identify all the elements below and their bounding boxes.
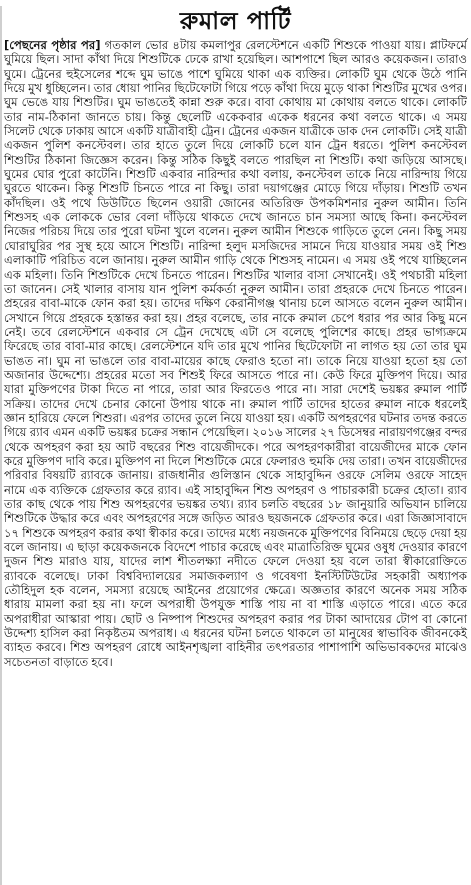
continued-from-reference: [পেছনের পৃষ্ঠার পর] xyxy=(4,38,101,52)
column-rule xyxy=(0,6,2,885)
newspaper-clipping xyxy=(0,6,471,885)
article-headline: রুমাল পার্টি xyxy=(179,7,292,35)
article-body xyxy=(4,38,467,669)
article-text: গতকাল ভোর ৪টায় কমলাপুর রেলস্টেশনে একটি শিশুকে পাওয়া যায়। প্লাটফর্মে ঘুমিয়ে ছিল। সাদা কাঁথা দিয়ে শিশুটিকে ঢেকে রাখা হয়েছিল। আশপাশে ছিল আরও কয়েকজন। তারাও ঘুমে। ট্রেনের হুইসেলের শব্দে ঘুম ভাঙে পাশে ঘুমিয়ে থাকা এক ব্যক্তির। লোকটি ঘুম থেকে উঠে পানি দিয়ে মুখ ধুচ্ছিলেন। তার ধোয়া পানির ছিটেফোটা গিয়ে পড়ে কাঁথা দিয়ে মুড়ে থাকা শিশুটির মুখের ওপর। ঘুম ভেঙে যায় শিশুটির। ঘুম ভাঙতেই কান্না শুরু করে। বাবা কোথায় মা কোথায় বলতে থাকে। লোকটি তার নাম-ঠিকানা জানতে চায়। কিন্তু ছেলেটি একেকবার একেক ধরনের কথা বলতে থাকে। এ সময় সিলেট থেকে ঢাকায় আসে একটি যাত্রীবাহী ট্রেন। ট্রেনের একজন যাত্রীকে ডাক দেন লোকটি। সেই যাত্রী একজন পুলিশ কনস্টেবল। তার হাতে তুলে দিয়ে লোকটি চলে যান ট্রেন ধরতে। পুলিশ কনস্টেবল শিশুটির ঠিকানা জিজ্ঞেস করেন। কিন্তু সঠিক কিছুই বলতে পারছিল না শিশুটি। কথা জড়িয়ে আসছে। ঘুমের ঘোর পুরো কাটেনি। শিশুটি একবার নারিন্দার কথা বলায়, কনস্টেবল তাকে নিয়ে নারিন্দায় গিয়ে ঘুরতে থাকেন। কিন্তু শিশুটি চিনতে পারে না কিছু। তারা দয়াগঞ্জের মোড়ে গিয়ে দাঁড়ায়। শিশুটি তখন কাঁদছিল। ওই পথে ডিউটিতে ছিলেন ওয়ারী জোনের অতিরিক্ত উপকমিশনার নুরুল আমীন। তিনি শিশুসহ এক লোককে ভোর বেলা দাঁড়িয়ে থাকতে দেখে জানতে চান সমস্যা আছে কিনা। কনস্টেবল নিজের পরিচয় দিয়ে তার পুরো ঘটনা খুলে বলেন। নুরুল আমীন শিশুকে গাড়িতে তুলে নেন। কিছু সময় ঘোরাঘুরির পর সুস্থ হয়ে আসে শিশুটি। নারিন্দা হলুদ মসজিদের সামনে দিয়ে যাওয়ার সময় ওই শিশু এলাকাটি পরিচিত বলে জানায়। নুরুল আমীন গাড়ি থেকে শিশুসহ নামেন। এ সময় ওই পথে যাচ্ছিলেন এক মহিলা। তিনি শিশুটিকে দেখে চিনতে পারেন। শিশুটির খালার বাসা সেখানেই। ওই পথচারী মহিলা তা জানেন। সেই খালার বাসায় যান পুলিশ কর্মকর্তা নুরুল আমীন। তারা প্রহরকে দেখে চিনতে পারেন। প্রহরের বাবা-মাকে ফোন করা হয়। তাদের দক্ষিণ কেরানীগঞ্জ থানায় চলে আসতে বলেন নুরুল আমীন। সেখানে গিয়ে প্রহরকে হস্তান্তর করা হয়। প্রহর বলেছে, তার নাকে রুমাল চেপে ধরার পর আর কিছু মনে নেই। তবে রেলস্টেশনে একবার সে ট্রেন দেখেছে এটা সে বলেছে পুলিশের কাছে। প্রহর ভাগ্যক্রমে ফিরেছে তার বাবা-মার কাছে। রেলস্টেশনে যদি তার মুখে পানির ছিটেফোটা না লাগত হয় তো তার ঘুম ভাঙত না। ঘুম না ভাঙলে তার বাবা-মায়ের কাছে ফেরাও হতো না। তাকে নিয়ে যাওয়া হতো হয় তো অজানার উদ্দেশ্যে। প্রহরের মতো সব শিশুই ফিরে আসতে পারে না। কেউ ফিরে মুক্তিপণ দিয়ে। আর যারা মুক্তিপণের টাকা দিতে না পারে, তারা আর ফিরতেও পারে না। সারা দেশেই ভয়ঙ্কর রুমাল পার্টি সক্রিয়। তাদের দেখে চেনার কোনো উপায় থাকে না। রুমাল পার্টি তাদের হাতের রুমাল নাকে ধরলেই জ্ঞান হারিয়ে ফেলে শিশুরা। এরপর তাদের তুলে নিয়ে যাওয়া হয়। একটি অপহরণের ঘটনার তদন্ত করতে গিয়ে র‌্যাব এমন একটি ভয়ঙ্কর চক্রের সন্ধান পেয়েছিল। ২০১৬ সালের ২৭ ডিসেম্বর নারায়ণগঞ্জের বন্দর থেকে অপহরণ করা হয় আট বছরের শিশু বায়েজীদকে। পরে অপহরণকারীরা বায়েজীদের মাকে ফোন করে মুক্তিপণ দাবি করে। মুক্তিপণ না দিলে শিশুটিকে মেরে ফেলারও হুমকি দেয় তারা। তখন বায়েজীদের পরিবার বিষয়টি র‌্যাবকে জানায়। রাজধানীর গুলিস্তান থেকে সাহাবুদ্দিন ওরফে সেলিম ওরফে সাহেদ নামে এক ব্যক্তিকে গ্রেফতার করে র‌্যাব। এই সাহাবুদ্দিন শিশু অপহরণ ও পাচারকারী চক্রের হোতা। র‌্যাব তার কাছ থেকে পায় শিশু অপহরণের ভয়ঙ্কর তথ্য। র‌্যাব চলতি বছরের ১৮ জানুয়ারি অভিযান চালিয়ে শিশুটিকে উদ্ধার করে এবং অপহরণের সঙ্গে জড়িত আরও ছয়জনকে গ্রেফতার করে। এরা জিজ্ঞাসাবাদে ১৭ শিশুকে অপহরণ করার কথা স্বীকার করে। তাদের মধ্যে নয়জনকে মুক্তিপণের বিনিময়ে ছেড়ে দেয়া হয় বলে জানায়। এ ছাড়া কয়েকজনকে বিদেশে পাচার করেছে এবং মাত্রাতিরিক্ত ঘুমের ওষুধ দেওয়ার কারণে দুজন শিশু মারাও যায়, যাদের লাশ শীতলক্ষ্যা নদীতে ফেলে দেওয়া হয় বলে তারা স্বীকারোক্তিতে র‌্যাবকে বলেছে। ঢাকা বিশ্ববিদ্যালয়ের সমাজকল্যাণ ও গবেষণা ইনস্টিটিউটের সহকারী অধ্যাপক তৌহিদুল হক বলেন, সমস্যা রয়েছে আইনের প্রয়োগের ক্ষেত্রে। অজ্ঞতার কারণে অনেক সময় সঠিক ধারায় মামলা করা হয় না। ফলে অপরাধী উপযুক্ত শাস্তি পায় না বা শাস্তি এড়াতে পারে। এতে করে অপরাধীরা আস্কারা পায়। ছোট ও নিষ্পাপ শিশুদের অপহরণ করার পর টাকা আদায়ের টোপ বা কোনো উদ্দেশ্য হাসিল করা নিকৃষ্টতম অপরাধ। এ ধরনের ঘটনা চলতে থাকলে তা মানুষের স্বাভাবিক জীবনকেই ব্যাহত করবে। শিশু অপহরণ রোধে আইনশৃঙ্খলা বাহিনীর তৎপরতার পাশাপাশি অভিভাবকদের মাঝেও সচেতনতা বাড়াতে হবে। xyxy=(4,38,467,669)
